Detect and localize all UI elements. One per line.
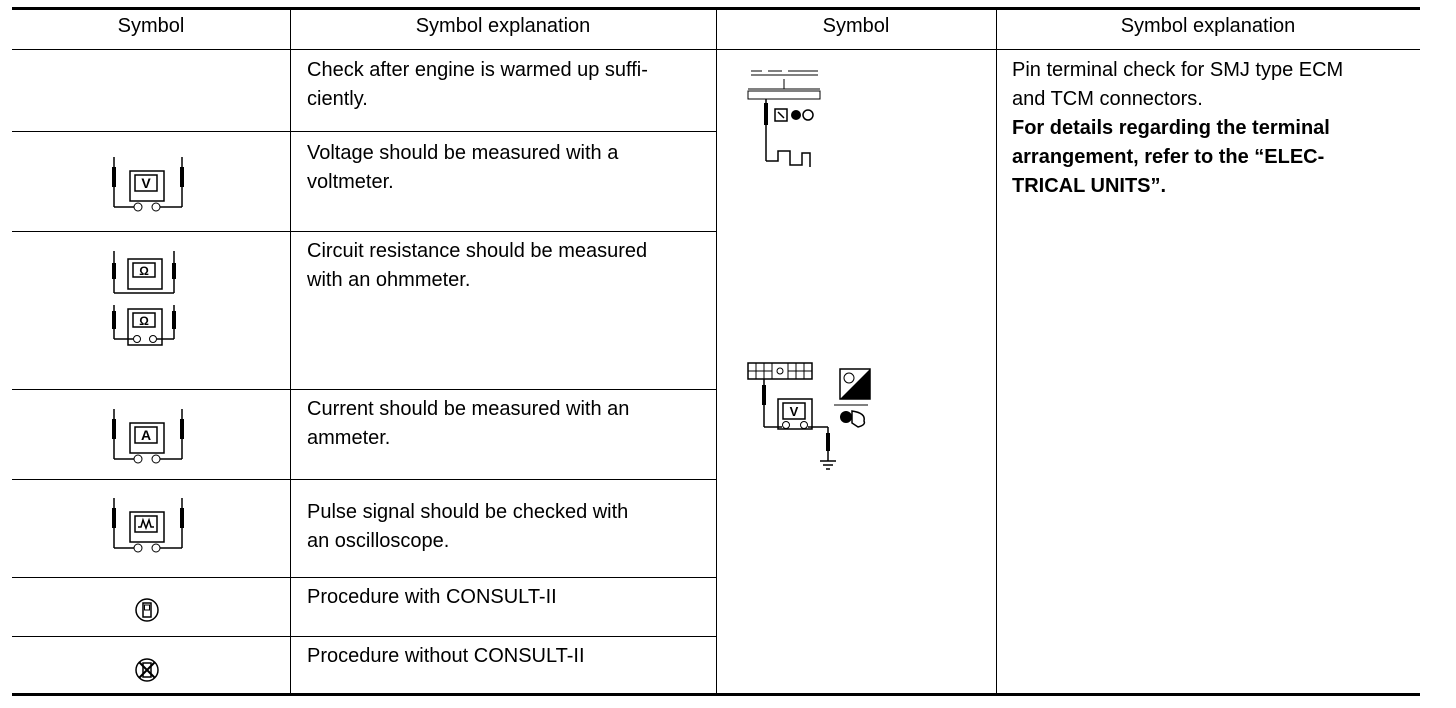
ohm-glyph: Ω — [139, 264, 149, 278]
volt-glyph: V — [141, 175, 151, 191]
pin-terminal-check-icon — [748, 65, 828, 173]
explanation-with-consult: Procedure with CONSULT-II — [307, 586, 557, 608]
explanation-ohmmeter: Circuit resistance should be measured with an ohmmeter. — [307, 240, 648, 291]
row-rule — [12, 231, 716, 232]
explanation-terminal-arrangement-note: For details regarding the terminal arrangement, refer to the “ELEC- TRICAL UNITS”. — [1012, 117, 1330, 197]
explanation-without-consult: Procedure without CONSULT-II — [307, 645, 585, 667]
header-symbol-explanation: Symbol explanation — [1120, 15, 1296, 37]
oscilloscope-icon — [110, 494, 190, 556]
explanation-ammeter: Current should be measured with an ammeter. — [307, 398, 630, 449]
amp-glyph: A — [140, 427, 152, 443]
column-rule — [716, 7, 717, 695]
connector-voltmeter-icon — [748, 363, 878, 473]
ammeter-icon — [110, 405, 190, 467]
column-rule — [290, 7, 291, 695]
row-rule — [12, 131, 716, 132]
row-rule — [12, 577, 716, 578]
explanation-pin-terminal-check: Pin terminal check for SMJ type ECM and TCM connectors. — [1012, 59, 1344, 110]
voltmeter-icon — [110, 153, 190, 215]
header-symbol: Symbol — [117, 15, 185, 37]
header-symbol-explanation: Symbol explanation — [415, 15, 591, 37]
explanation-warm-up: Check after engine is warmed up suffi- ciently. — [307, 59, 648, 110]
explanation-oscilloscope: Pulse signal should be checked with an oscilloscope. — [307, 501, 629, 552]
row-rule — [12, 636, 716, 637]
symbol-table — [12, 7, 1420, 695]
ohm-glyph: Ω — [139, 314, 149, 328]
ohmmeter-icon — [110, 249, 180, 299]
ohmmeter-icon — [110, 303, 180, 357]
no-consult-icon — [134, 657, 160, 683]
column-rule — [996, 7, 997, 695]
volt-glyph: V — [789, 404, 799, 419]
consult-icon — [134, 597, 160, 623]
row-rule — [12, 479, 716, 480]
header-symbol: Symbol — [822, 15, 890, 37]
explanation-voltmeter: Voltage should be measured with a voltmeter. — [307, 142, 619, 193]
row-rule — [12, 389, 716, 390]
